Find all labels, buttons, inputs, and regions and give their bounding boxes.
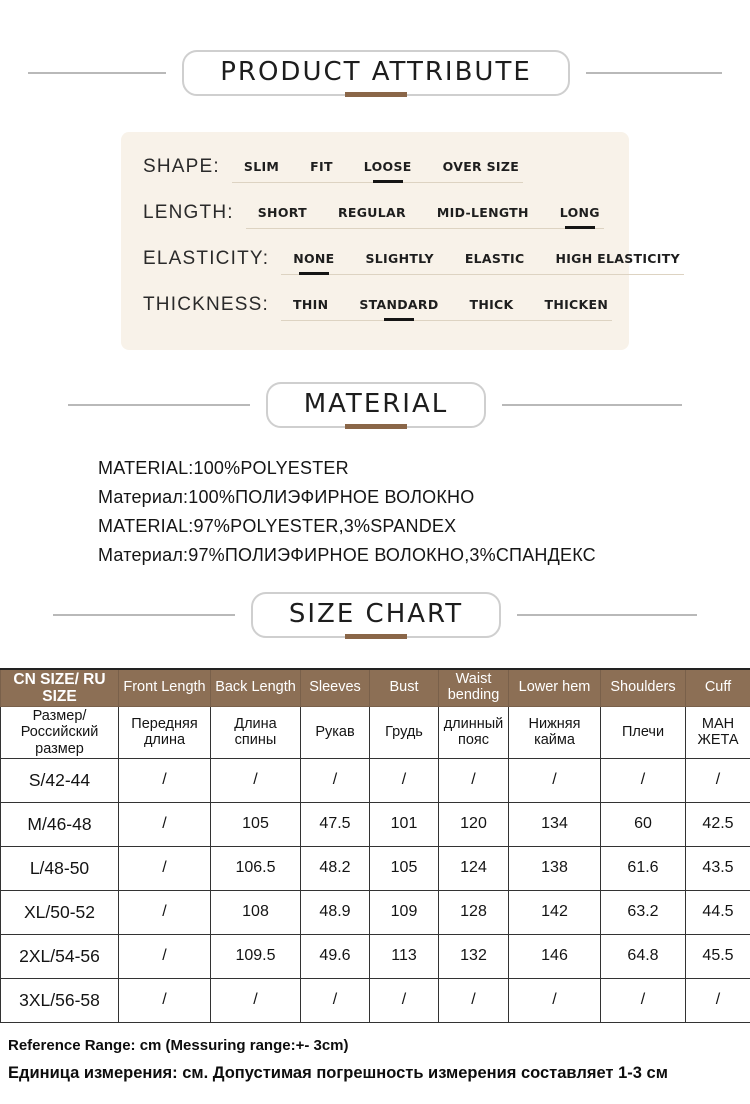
cell: 47.5 xyxy=(301,802,370,846)
cell: / xyxy=(370,978,439,1022)
attr-label-thickness: THICKNESS: xyxy=(143,294,269,321)
table-subheader-row-ru xyxy=(1,707,750,759)
decor-line-right xyxy=(502,404,682,406)
col-subheader: Нижняя кайма xyxy=(509,707,601,759)
cell: / xyxy=(119,846,211,890)
cell: / xyxy=(119,758,211,802)
row-label: 3XL/56-58 xyxy=(1,978,119,1022)
cell: 124 xyxy=(439,846,509,890)
attr-option: THIN xyxy=(293,297,328,312)
section-title-product-attribute: PRODUCT ATTRIBUTE xyxy=(220,57,532,87)
cell: 134 xyxy=(509,802,601,846)
attr-option: ELASTIC xyxy=(465,251,525,266)
col-header-bust: Bust xyxy=(370,669,439,707)
cell: 61.6 xyxy=(601,846,686,890)
section-title-box xyxy=(266,382,487,428)
cell: / xyxy=(119,978,211,1022)
section-title-box xyxy=(182,50,570,96)
section-header-material xyxy=(0,382,750,428)
attr-options-length xyxy=(246,205,604,229)
col-subheader: Грудь xyxy=(370,707,439,759)
attr-option: FIT xyxy=(310,159,333,174)
col-subheader: Рукав xyxy=(301,707,370,759)
material-line-en-2: MATERIAL:97%POLYESTER,3%SPANDEX xyxy=(98,512,750,541)
cell: / xyxy=(119,934,211,978)
attr-option: HIGH ELASTICITY xyxy=(555,251,679,266)
attr-option-selected: LOOSE xyxy=(364,159,412,174)
cell: 128 xyxy=(439,890,509,934)
material-line-en-1: MATERIAL:100%POLYESTER xyxy=(98,454,750,483)
attr-option: REGULAR xyxy=(338,205,406,220)
col-header-size: CN SIZE/ RU SIZE xyxy=(1,669,119,707)
attr-option: THICKEN xyxy=(545,297,609,312)
attr-label-length: LENGTH: xyxy=(143,202,234,229)
table-row-2xl xyxy=(1,934,750,978)
attr-option-selected: LONG xyxy=(560,205,600,220)
cell: / xyxy=(119,890,211,934)
reference-range-note-ru: Единица измерения: см. Допустимая погрешность измерения составляет 1-3 см xyxy=(8,1064,750,1083)
attr-options-shape xyxy=(232,159,523,183)
cell: 60 xyxy=(601,802,686,846)
col-header-shoulders: Shoulders xyxy=(601,669,686,707)
row-label: XL/50-52 xyxy=(1,890,119,934)
table-row-s xyxy=(1,758,750,802)
decor-line-left xyxy=(28,72,166,74)
attr-option: MID-LENGTH xyxy=(437,205,529,220)
cell: 105 xyxy=(370,846,439,890)
attr-option: SLIM xyxy=(244,159,279,174)
attr-row-elasticity xyxy=(143,248,609,275)
cell: 48.2 xyxy=(301,846,370,890)
cell: 43.5 xyxy=(686,846,750,890)
cell: 108 xyxy=(211,890,301,934)
cell: / xyxy=(601,758,686,802)
section-header-product-attribute xyxy=(0,50,750,96)
col-subheader: Плечи xyxy=(601,707,686,759)
cell: / xyxy=(301,758,370,802)
attr-option: SLIGHTLY xyxy=(365,251,433,266)
table-row-l xyxy=(1,846,750,890)
cell: / xyxy=(686,978,750,1022)
attr-option-selected: NONE xyxy=(293,251,334,266)
cell: / xyxy=(439,758,509,802)
section-title-box xyxy=(251,592,501,638)
material-info xyxy=(98,454,750,570)
section-title-size-chart: SIZE CHART xyxy=(289,599,463,629)
title-accent-bar xyxy=(345,424,407,429)
cell: 142 xyxy=(509,890,601,934)
cell: / xyxy=(686,758,750,802)
attr-options-thickness xyxy=(281,297,612,321)
cell: 63.2 xyxy=(601,890,686,934)
cell: 109 xyxy=(370,890,439,934)
decor-line-right xyxy=(586,72,722,74)
col-subheader: Размер/ Российский размер xyxy=(1,707,119,759)
product-attribute-panel xyxy=(121,132,629,350)
cell: 138 xyxy=(509,846,601,890)
attr-row-thickness xyxy=(143,294,609,321)
attr-option-selected: STANDARD xyxy=(359,297,438,312)
attr-label-elasticity: ELASTICITY: xyxy=(143,248,269,275)
cell: 105 xyxy=(211,802,301,846)
row-label: 2XL/54-56 xyxy=(1,934,119,978)
col-subheader: Передняя длина xyxy=(119,707,211,759)
cell: 146 xyxy=(509,934,601,978)
cell: / xyxy=(119,802,211,846)
cell: / xyxy=(509,978,601,1022)
cell: / xyxy=(370,758,439,802)
attr-row-length xyxy=(143,202,609,229)
table-row-m xyxy=(1,802,750,846)
col-header-lower-hem: Lower hem xyxy=(509,669,601,707)
col-header-waist-bending: Waist bending xyxy=(439,669,509,707)
title-accent-bar xyxy=(345,634,407,639)
attr-options-elasticity xyxy=(281,251,684,275)
reference-range-note-en: Reference Range: cm (Messuring range:+- 3cm) xyxy=(8,1037,750,1054)
cell: 120 xyxy=(439,802,509,846)
cell: 109.5 xyxy=(211,934,301,978)
row-label: S/42-44 xyxy=(1,758,119,802)
row-label: M/46-48 xyxy=(1,802,119,846)
cell: 45.5 xyxy=(686,934,750,978)
col-header-cuff: Cuff xyxy=(686,669,750,707)
cell: 106.5 xyxy=(211,846,301,890)
material-line-ru-1: Материал:100%ПОЛИЭФИРНОЕ ВОЛОКНО xyxy=(98,483,750,512)
section-title-material: MATERIAL xyxy=(304,389,449,419)
cell: / xyxy=(211,978,301,1022)
attr-option: THICK xyxy=(470,297,514,312)
size-table xyxy=(0,668,750,1023)
table-row-xl xyxy=(1,890,750,934)
col-header-front-length: Front Length xyxy=(119,669,211,707)
attr-option: OVER SIZE xyxy=(443,159,519,174)
attr-label-shape: SHAPE: xyxy=(143,156,220,183)
col-subheader: МАН ЖЕТА xyxy=(686,707,750,759)
cell: / xyxy=(211,758,301,802)
attr-option: SHORT xyxy=(258,205,307,220)
title-accent-bar xyxy=(345,92,407,97)
cell: 48.9 xyxy=(301,890,370,934)
col-subheader: длинный пояс xyxy=(439,707,509,759)
decor-line-left xyxy=(53,614,235,616)
col-header-back-length: Back Length xyxy=(211,669,301,707)
decor-line-left xyxy=(68,404,250,406)
cell: 64.8 xyxy=(601,934,686,978)
cell: 42.5 xyxy=(686,802,750,846)
cell: 132 xyxy=(439,934,509,978)
cell: 49.6 xyxy=(301,934,370,978)
cell: 44.5 xyxy=(686,890,750,934)
section-header-size-chart xyxy=(0,592,750,638)
cell: / xyxy=(301,978,370,1022)
material-line-ru-2: Материал:97%ПОЛИЭФИРНОЕ ВОЛОКНО,3%СПАНДЕКС xyxy=(98,541,750,570)
row-label: L/48-50 xyxy=(1,846,119,890)
cell: 101 xyxy=(370,802,439,846)
col-subheader: Длина спины xyxy=(211,707,301,759)
cell: / xyxy=(439,978,509,1022)
col-header-sleeves: Sleeves xyxy=(301,669,370,707)
decor-line-right xyxy=(517,614,697,616)
table-row-3xl xyxy=(1,978,750,1022)
cell: / xyxy=(601,978,686,1022)
measurement-notes xyxy=(8,1037,750,1083)
attr-row-shape xyxy=(143,156,609,183)
cell: 113 xyxy=(370,934,439,978)
table-header-row xyxy=(1,669,750,707)
cell: / xyxy=(509,758,601,802)
